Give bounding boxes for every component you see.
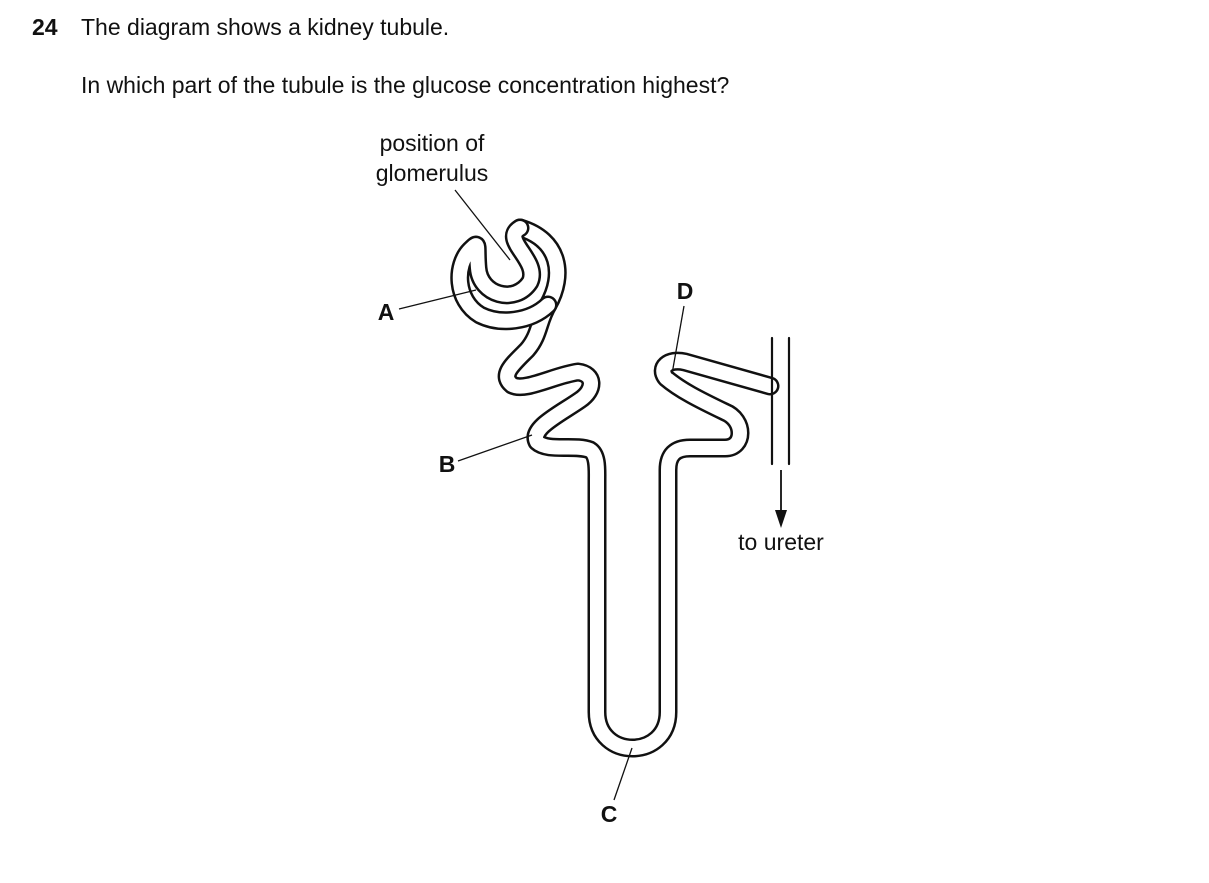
label-d: D bbox=[676, 278, 694, 304]
ureter-label: to ureter bbox=[738, 529, 824, 555]
glomerulus-label-line2: glomerulus bbox=[375, 160, 489, 186]
label-b: B bbox=[438, 451, 456, 477]
label-c: C bbox=[600, 801, 618, 827]
glomerulus-label-line1: position of bbox=[379, 130, 485, 156]
question-title: The diagram shows a kidney tubule. bbox=[81, 14, 450, 40]
label-a: A bbox=[377, 299, 395, 325]
leader-lines bbox=[399, 190, 684, 800]
label-b-leader-line bbox=[458, 435, 532, 461]
question-number: 24 bbox=[32, 14, 58, 40]
kidney-tubule bbox=[460, 228, 789, 748]
question-prompt: In which part of the tubule is the glucose concentration highest? bbox=[81, 72, 730, 98]
ureter-arrow bbox=[775, 470, 787, 528]
